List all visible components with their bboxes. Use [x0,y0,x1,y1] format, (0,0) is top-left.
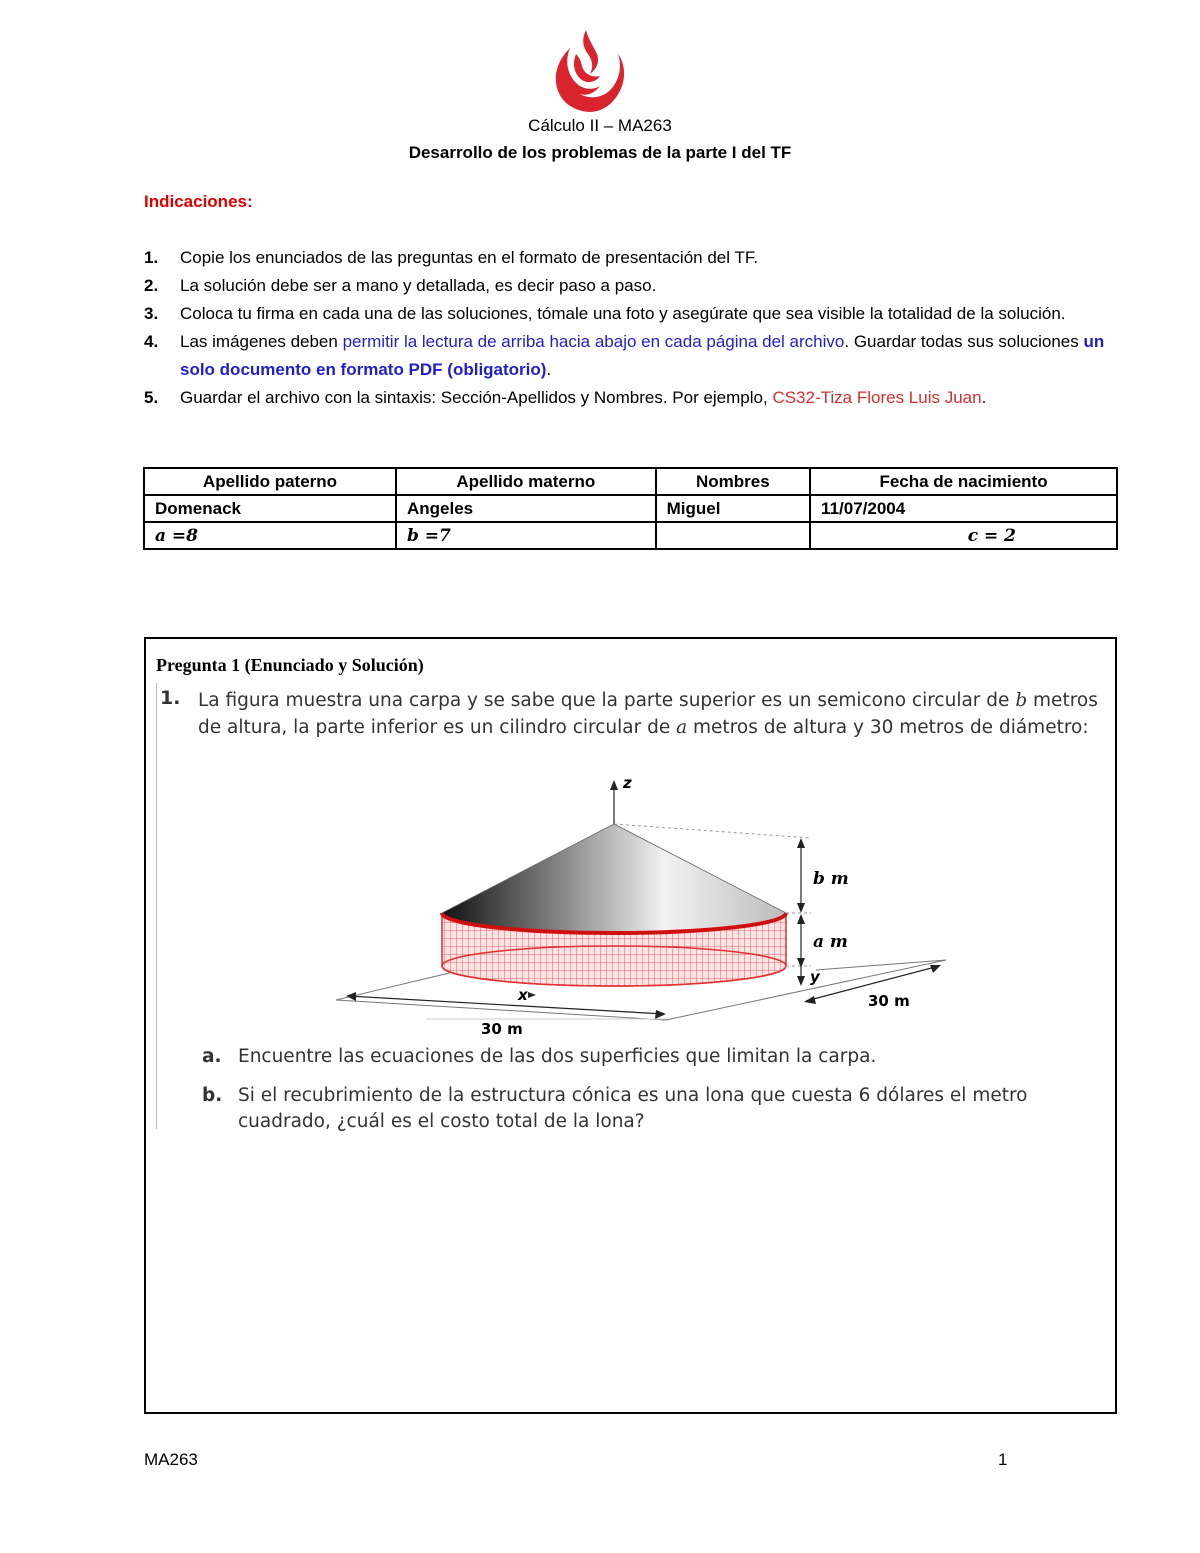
table-header-row [144,468,1117,495]
header-nombres: Nombres [656,468,810,495]
question-box: Pregunta 1 (Enunciado y Solución) 1. La figura muestra una carpa y se sabe que la parte superior es un semicono circular de b metros de altura, la parte inferior es un cilindro circular de a metros de altura y 30 metros de diámetro: z b m a m y x 30 m 30 m a. Encuentre las ecuaciones de las dos superficies que limitan la carpa. b. Si el recubrimiento de la estructura cónica es una lona que cuesta 6 dólares el metro cuadrado, ¿cuál es el costo total de la lona? [144,637,1117,1414]
question-statement: La figura muestra una carpa y se sabe que la parte superior es un semicono circular de b metros de altura, la parte inferior es un cilindro circular de a metros de altura y 30 metros de diámetro: [198,690,1098,738]
course-title: Cálculo II – MA263 [528,116,672,135]
question-title: Pregunta 1 (Enunciado y Solución) [156,655,424,675]
table-row [144,495,1117,522]
ground-line [336,1000,666,1020]
list-item: 3. Coloca tu firma en cada una de las soluciones, tómale una foto y asegúrate que sea visible la totalidad de la solución. [144,304,1066,323]
arrow-icon [804,996,816,1004]
arrow-icon [655,1010,666,1019]
header-apellido-materno: Apellido materno [396,468,656,495]
axis-z-label: z [623,774,632,792]
list-item: 1. Copie los enunciados de las preguntas en el formato de presentación del TF. [144,248,759,267]
axis-y-label: y [810,968,820,986]
filename-example: CS32-Tiza Flores Luis Juan [772,388,982,407]
arrow-icon [797,903,805,913]
param-empty [656,522,810,549]
upc-logo-icon [552,24,626,114]
arrow-icon [930,965,941,973]
list-item: 4. Las imágenes deben permitir la lectura de arriba hacia abajo en cada página del archivo. Guardar todas sus soluciones un solo documento en formato PDF (obligatorio). [144,332,1105,379]
cell-nombres: Miguel [656,495,810,522]
dimension-guide [614,824,811,838]
axis-x-label: x [518,986,528,1004]
cell-fecha-nacimiento: 11/07/2004 [810,495,1117,522]
cell-apellido-materno: Angeles [396,495,656,522]
arrow-icon [797,914,805,924]
param-b: b =7 [396,522,656,549]
param-c: c = 2 [810,522,1117,549]
header-apellido-paterno: Apellido paterno [144,468,396,495]
header-fecha-nacimiento: Fecha de nacimiento [810,468,1117,495]
table-row-params [144,522,1117,549]
label-30m-bottom: 30 m [481,1020,523,1037]
pdf-requirement-note: un solo documento en formato PDF (obligatorio) [180,332,1105,379]
bottom-diameter-line [348,996,664,1014]
question-number: 1. [160,687,181,709]
instructions-list [144,244,1114,412]
reading-direction-note: permitir la lectura de arriba hacia abajo en cada página del archivo [342,332,845,351]
student-info-table [143,467,1118,550]
x-axis-arrow-icon [528,992,536,998]
footer-course-code: MA263 [144,1450,198,1469]
cell-apellido-paterno: Domenack [144,495,396,522]
label-a-m: a m [813,932,848,952]
param-a: a =8 [144,522,396,549]
tent-figure [336,770,966,1037]
ground-line [816,960,946,970]
instructions-heading: Indicaciones: [144,192,253,211]
list-item: 2. La solución debe ser a mano y detallada, es decir paso a paso. [144,276,657,295]
page-number: 1 [998,1450,1008,1469]
label-30m-right: 30 m [868,992,910,1010]
cone-surface [442,824,786,933]
label-b-m: b m [813,869,849,889]
arrow-icon [346,992,356,1001]
arrow-icon [797,838,805,848]
document-subtitle: Desarrollo de los problemas de la parte I del TF [408,143,792,162]
question-margin-bar [156,683,157,1129]
z-axis-arrow-icon [610,780,618,790]
list-item: 5. Guardar el archivo con la sintaxis: Sección-Apellidos y Nombres. Por ejemplo, CS32-Tiza Flores Luis Juan. [144,388,987,407]
y-axis-arrow-icon [797,976,805,986]
